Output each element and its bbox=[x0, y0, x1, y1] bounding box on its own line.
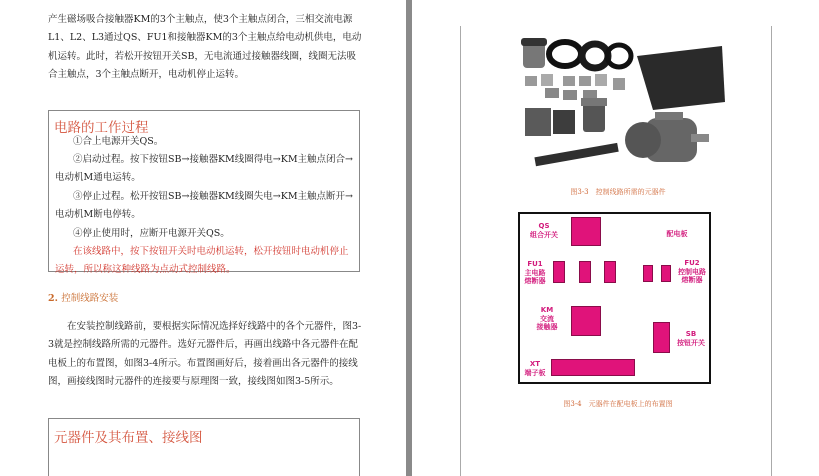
process-note: 在该线路中，按下按钮开关时电动机运转，松开按钮时电动机停止运转，所以称这种线路为点动式控制线路。 bbox=[55, 246, 349, 276]
qs-label: QS 组合开关 bbox=[530, 222, 558, 239]
km-block bbox=[571, 306, 601, 336]
km-label: KM 交流 接触器 bbox=[536, 306, 558, 331]
contactor-3 bbox=[583, 102, 605, 132]
fu2-block-2 bbox=[661, 265, 671, 282]
section-2-number: 2. bbox=[48, 293, 58, 304]
fu2-block-1 bbox=[643, 265, 653, 282]
right-margin-line bbox=[771, 26, 772, 476]
board-label: 配电板 bbox=[666, 230, 688, 238]
left-margin-line bbox=[460, 26, 461, 476]
fu1-block-3 bbox=[604, 261, 616, 283]
fu1-block-2 bbox=[579, 261, 591, 283]
components-layout-title: 元器件及其布置、接线图 bbox=[54, 430, 203, 446]
xt-label: XT 端子板 bbox=[524, 360, 546, 377]
left-page bbox=[0, 0, 406, 476]
distribution-board bbox=[518, 212, 711, 384]
fu1-block-1 bbox=[553, 261, 565, 283]
components-photo bbox=[517, 32, 727, 178]
terminal-strip bbox=[534, 143, 618, 166]
right-page bbox=[412, 0, 819, 476]
sb-block bbox=[653, 322, 670, 353]
contactor-1 bbox=[525, 108, 551, 136]
sb-label: SB 按钮开关 bbox=[677, 330, 705, 347]
working-process-title: 电路的工作过程 bbox=[54, 120, 149, 136]
fuses bbox=[525, 74, 625, 100]
contactor-2 bbox=[553, 110, 575, 134]
section-2-title: 控制线路安装 bbox=[61, 293, 119, 304]
install-paragraph: 在安装控制线路前，要根据实际情况选择好线路中的各个元器件，图3-3就是控制线路所需的元器件。选好元器件后，再画出线路中各元器件在配电板上的布置图，如图3-4所示。布置图画好后，接着画出各元器件的接线图，画接线图时元器件的连接要与原理图一致，接线图如图3-5所示。 bbox=[48, 321, 362, 388]
step-2: ②启动过程。按下按钮SB→接触器KM线圈得电→KM主触点闭合→电动机M通电运转。 bbox=[55, 154, 354, 184]
intro-paragraph: 产生磁场吸合接触器KM的3个主触点，使3个主触点闭合，三相交流电源L1、L2、L3通过QS、FU1和接触器KM的3个主触点给电动机供电，电动机运转。此时，若松开按钮开关SB，无电流通过接触器线圈，线圈无法吸合主触点，3个主触点断开，电动机停止运转。 bbox=[48, 14, 362, 81]
xt-block bbox=[551, 359, 635, 376]
step-3: ③停止过程。松开按钮SB→接触器KM线圈失电→KM主触点断开→电动机M断电停转。 bbox=[55, 191, 354, 221]
step-4: ④停止使用时，应断开电源开关QS。 bbox=[73, 228, 230, 239]
wire-coil-black bbox=[549, 42, 581, 66]
working-process-box bbox=[48, 110, 360, 276]
section-2-heading bbox=[48, 290, 118, 304]
figure-3-4-caption: 图3-4 元器件在配电板上的布置图 bbox=[563, 400, 673, 408]
step-1: ①合上电源开关QS。 bbox=[73, 136, 164, 147]
qs-block bbox=[571, 217, 601, 246]
wire-coil-dark bbox=[582, 44, 608, 68]
fu2-label: FU2 控制电路 熔断器 bbox=[678, 259, 706, 284]
figure-3-3-caption: 图3-3 控制线路所需的元器件 bbox=[570, 188, 666, 196]
insulating-mat bbox=[637, 46, 725, 110]
fu1-label: FU1 主电路 熔断器 bbox=[524, 260, 546, 285]
components-layout-box bbox=[48, 418, 360, 476]
